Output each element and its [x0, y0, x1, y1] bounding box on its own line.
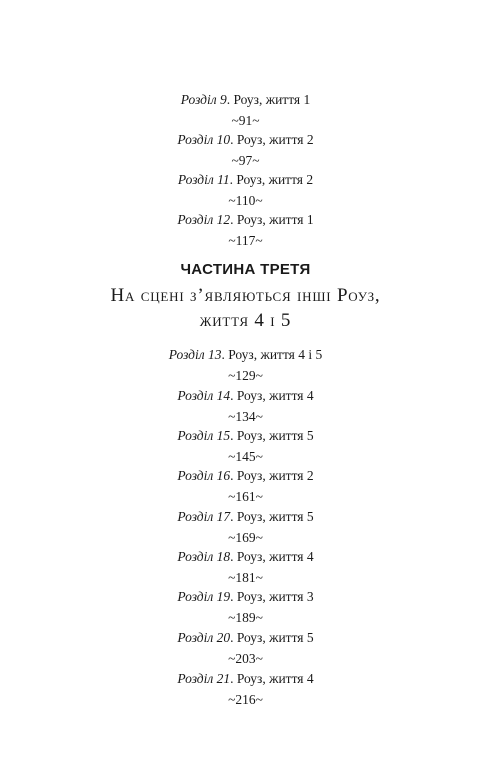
page-number: ~169~	[228, 530, 263, 545]
chapter-title: Роуз, життя 5	[236, 509, 314, 524]
chapter-label: Розділ 16	[177, 468, 231, 483]
chapter-title: Роуз, життя 4	[236, 549, 314, 564]
separator: .	[230, 630, 237, 645]
separator: .	[229, 172, 237, 187]
separator: .	[230, 589, 237, 604]
toc-entry-chapter-14	[0, 387, 491, 426]
separator: .	[230, 549, 237, 564]
toc-entry-chapter-17	[0, 508, 491, 547]
toc-entry-chapter-20	[0, 629, 491, 668]
chapter-title: Роуз, життя 5	[236, 630, 314, 645]
chapter-label: Розділ 9	[180, 92, 227, 107]
chapter-label: Розділ 15	[177, 428, 231, 443]
chapter-title: Роуз, життя 4	[236, 388, 314, 403]
page-number: ~129~	[228, 368, 263, 383]
separator: .	[221, 347, 229, 362]
chapter-line	[0, 548, 491, 566]
page-number: ~134~	[228, 409, 263, 424]
page-number: ~97~	[231, 153, 260, 168]
separator: .	[230, 388, 237, 403]
part-title: ЧАСТИНА ТРЕТЯ	[180, 261, 311, 278]
chapter-line	[0, 467, 491, 485]
page-number: ~91~	[231, 113, 260, 128]
chapter-title: Роуз, життя 2	[236, 172, 314, 187]
toc-entry-chapter-13	[0, 346, 491, 385]
chapter-label: Розділ 13	[168, 347, 222, 362]
separator: .	[230, 428, 237, 443]
page-number: ~216~	[228, 692, 263, 707]
toc-entry-chapter-11	[0, 171, 491, 210]
chapter-line	[0, 91, 491, 109]
toc-entry-chapter-9	[0, 91, 491, 130]
chapter-line	[0, 508, 491, 526]
chapter-label: Розділ 18	[177, 549, 231, 564]
chapter-line	[0, 387, 491, 405]
separator: .	[230, 132, 237, 147]
page-number: ~203~	[228, 651, 263, 666]
chapter-title: Роуз, життя 4	[236, 671, 314, 686]
separator: .	[230, 509, 237, 524]
toc-entry-chapter-12	[0, 211, 491, 250]
page-number: ~189~	[228, 610, 263, 625]
chapter-line	[0, 211, 491, 229]
chapter-line	[0, 588, 491, 606]
chapter-line	[0, 346, 491, 364]
toc-entry-chapter-16	[0, 467, 491, 506]
page-number: ~145~	[228, 449, 263, 464]
chapter-line	[0, 629, 491, 647]
separator: .	[230, 671, 237, 686]
chapter-label: Розділ 12	[177, 212, 231, 227]
chapter-line	[0, 171, 491, 189]
chapter-title: Роуз, життя 1	[236, 212, 314, 227]
chapter-line	[0, 131, 491, 149]
part-heading	[0, 260, 491, 332]
chapter-label: Розділ 21	[177, 671, 231, 686]
part-subtitle-line-2: життя 4 і 5	[199, 310, 292, 331]
part-subtitle-line-1: На сцені з’являються інші Роуз,	[110, 285, 381, 306]
chapter-title: Роуз, життя 3	[236, 589, 314, 604]
toc-entry-chapter-19	[0, 588, 491, 627]
toc-entry-chapter-21	[0, 670, 491, 709]
chapter-label: Розділ 11	[177, 172, 230, 187]
chapter-title: Роуз, життя 2	[236, 132, 314, 147]
page-number: ~181~	[228, 570, 263, 585]
page-number: ~161~	[228, 489, 263, 504]
page-number: ~117~	[228, 233, 263, 248]
chapter-label: Розділ 19	[177, 589, 231, 604]
toc-entry-chapter-10	[0, 131, 491, 170]
chapter-title: Роуз, життя 1	[233, 92, 311, 107]
separator: .	[226, 92, 234, 107]
chapter-label: Розділ 14	[177, 388, 231, 403]
toc-entry-chapter-18	[0, 548, 491, 587]
chapter-label: Розділ 20	[177, 630, 231, 645]
page-number: ~110~	[228, 193, 263, 208]
chapter-title: Роуз, життя 4 і 5	[228, 347, 323, 362]
chapter-line	[0, 427, 491, 445]
chapter-title: Роуз, життя 5	[236, 428, 314, 443]
chapter-title: Роуз, життя 2	[236, 468, 314, 483]
chapter-label: Розділ 17	[177, 509, 231, 524]
chapter-label: Розділ 10	[177, 132, 231, 147]
separator: .	[230, 212, 237, 227]
chapter-line	[0, 670, 491, 688]
separator: .	[230, 468, 237, 483]
toc-entry-chapter-15	[0, 427, 491, 466]
